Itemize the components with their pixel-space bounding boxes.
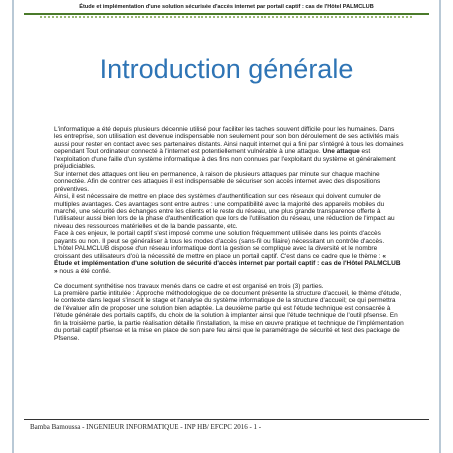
paragraph-attacks: Sur internet des attaques ont lieu en permanence, à raison de plusieurs attaques par minute sur chaque machine connectée. Afin de contrer ces attaques il est indispensable de sécuriser son accès internet avec des dispositions préventives. <box>54 170 381 193</box>
paragraph-palmclub: L'hôtel PALMCLUB dispose d'un réseau informatique dont la gestion se complique avec la diversité et le nombre croissant des utilisateurs d'où la nécessité de mettre en place un portail captif. C'est dans ce cadre que le thème : « Étude et implémentation d'une solution de sécurité d'accès internet par portail captif : cas de l'Hôtel PALMCLUB » nous a été confié. <box>54 245 401 275</box>
paragraph-intro: L'informatique a été depuis plusieurs décennie utilisé pour faciliter les taches souvent difficile pour les humaines. Dans les entreprise, son utilisation est devenue indispensable non seulement pour son bon déroulement de ses activités mais aussi pour rester en contact avec ses partenaires distants. Ainsi naquit internet qui a fini par s'intégré à tous les domaines cependant Tout ordinateur connecté à l'internet est potentiellement vulnérable à une attaque. Une attaque est l'exploitation d'une faille d'un système informatique à des fins non connues par l'exploitant du système et généralement préjudiciables. <box>54 126 404 171</box>
paragraph-summary: Ce document synthétise nos travaux menés dans ce cadre et est organisé en trois (3) parties. <box>54 282 324 290</box>
paragraph-parts: La première partie intitulée : Approche méthodologique de ce document présente la structure d'accueil, le thème d'étude, le contexte dans lequel s'inscrit le stage et l'analyse du système informatique de la structure d'accueil; ce qui permettra de l'évaluer afin de proposer une solution bien adaptée. La deuxième partie qui est l'étude technique est consacrée à l'étude générale des portails captifs, du choix de la solution à implanter ainsi que l'étude technique de l'outil pfsense. En fin la troisième partie, la partie réalisation détaille l'installation, la mise en œuvre pratique et technique de l'implémentation du portail captif pfsense et la mise en place de son pare feu ainsi que le paramétrage de sécurité et test des package de Pfsense. <box>54 289 404 342</box>
footer-rule <box>24 419 429 420</box>
paragraph-captive-portal: Face à ces enjeux, le portail captif s'est imposé comme une solution fréquemment utilisée dans les points d'accès payants ou non. Il peut se généraliser à tous les modes d'accès (sans-fil ou filaire) nécessitant un contrôle d'accès. <box>54 230 385 245</box>
paragraph-authentication: Ainsi, il est nécessaire de mettre en place des systèmes d'authentification sur ces réseaux qui doivent cumuler de multiples avantages. Ces avantages sont entre autres : une compatibilité avec la majorité des appareils mobiles du marché, une sécurité des échanges entre les clients et le reste du réseau, une plus grande transparence offerte à l'utilisateur aussi bien lors de la phase d'authentification que lors de l'utilisation du réseau, une réduction de l'impact au niveau des ressources matérielles et de la bande passante, etc. <box>54 193 395 230</box>
page-title: Introduction générale <box>99 54 354 84</box>
running-header: Étude et implémentation d'une solution sécurisée d'accès internet par portail captif : cas de l'Hôtel PALMCLUB <box>79 4 374 10</box>
body-text <box>54 126 404 342</box>
header-dotted-rule <box>40 16 413 20</box>
paragraph-spacer <box>54 275 404 282</box>
header-rule <box>24 13 429 15</box>
page-footer: Bamba Bamoussa - INGENIEUR INFORMATIQUE - INP HB/ EFCPC 2016 - 1 - <box>30 423 262 431</box>
